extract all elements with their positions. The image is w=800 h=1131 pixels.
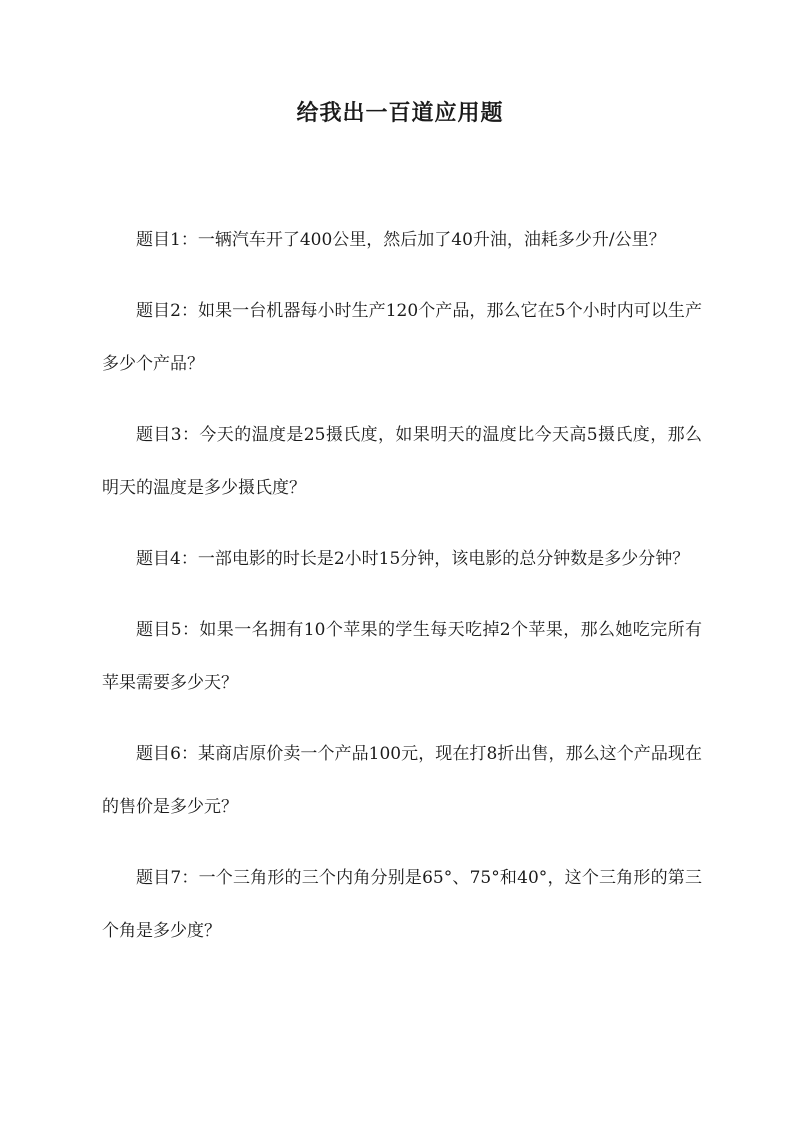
question-item: 题目3：今天的温度是25摄氏度，如果明天的温度比今天高5摄氏度，那么明天的温度是多少摄氏度？	[102, 425, 702, 498]
question-item: 题目5：如果一名拥有10个苹果的学生每天吃掉2个苹果，那么她吃完所有苹果需要多少天？	[102, 620, 702, 693]
question-item: 题目4：一部电影的时长是2小时15分钟，该电影的总分钟数是多少分钟？	[136, 549, 690, 569]
question-list	[102, 214, 702, 976]
question-item: 题目6：某商店原价卖一个产品100元，现在打8折出售，那么这个产品现在的售价是多少元？	[102, 744, 702, 817]
question-item: 题目2：如果一台机器每小时生产120个产品，那么它在5个小时内可以生产多少个产品？	[102, 301, 702, 374]
question-item: 题目7：一个三角形的三个内角分别是65°、75°和40°，这个三角形的第三个角是多少度？	[102, 868, 702, 941]
page-title: 给我出一百道应用题	[296, 100, 504, 126]
question-item: 题目1：一辆汽车开了400公里，然后加了40升油，油耗多少升/公里？	[136, 230, 666, 250]
